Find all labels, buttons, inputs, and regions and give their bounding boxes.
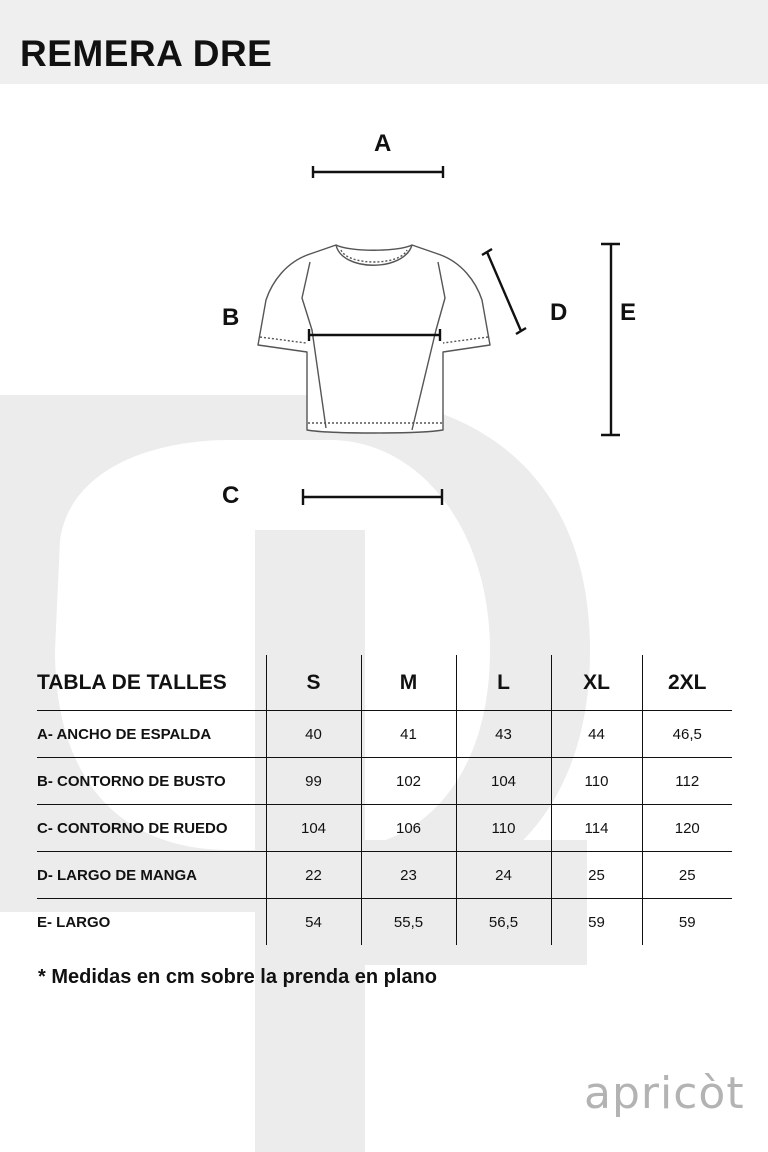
table-cell: 46,5: [642, 711, 732, 758]
table-cell: 104: [266, 805, 361, 852]
table-cell: 120: [642, 805, 732, 852]
footnote: * Medidas en cm sobre la prenda en plano: [38, 966, 437, 988]
table-cell: 56,5: [456, 899, 551, 946]
row-label: A- ANCHO DE ESPALDA: [37, 711, 266, 758]
table-cell: 112: [642, 758, 732, 805]
size-header-2xl: 2XL: [642, 655, 732, 711]
table-cell: 40: [266, 711, 361, 758]
label-b: B: [222, 304, 240, 331]
table-row: [37, 899, 732, 946]
measure-line-c: [303, 489, 442, 505]
size-header-xl: XL: [551, 655, 642, 711]
label-d: D: [550, 299, 568, 326]
row-label: B- CONTORNO DE BUSTO: [37, 758, 266, 805]
size-table: [37, 655, 732, 945]
row-label: D- LARGO DE MANGA: [37, 852, 266, 899]
tshirt-outline: [258, 245, 490, 433]
table-cell: 54: [266, 899, 361, 946]
table-cell: 59: [551, 899, 642, 946]
row-label: C- CONTORNO DE RUEDO: [37, 805, 266, 852]
size-header-s: S: [266, 655, 361, 711]
measure-line-a: [313, 166, 443, 178]
table-cell: 44: [551, 711, 642, 758]
table-cell: 25: [551, 852, 642, 899]
page-title: REMERA DRE: [20, 33, 273, 74]
table-cell: 43: [456, 711, 551, 758]
label-a: A: [374, 130, 392, 157]
table-cell: 24: [456, 852, 551, 899]
table-row: [37, 711, 732, 758]
table-cell: 114: [551, 805, 642, 852]
table-cell: 106: [361, 805, 456, 852]
table-title: TABLA DE TALLES: [37, 655, 266, 711]
size-header-m: M: [361, 655, 456, 711]
table-cell: 25: [642, 852, 732, 899]
table-row: [37, 852, 732, 899]
brand-logo: apricòt: [584, 1068, 745, 1119]
table-cell: 55,5: [361, 899, 456, 946]
table-cell: 22: [266, 852, 361, 899]
table-cell: 110: [551, 758, 642, 805]
table-header-row: [37, 655, 732, 711]
table-cell: 104: [456, 758, 551, 805]
row-label: E- LARGO: [37, 913, 111, 931]
table-cell: 102: [361, 758, 456, 805]
label-e: E: [620, 299, 637, 326]
table-cell: 110: [456, 805, 551, 852]
table-row: [37, 805, 732, 852]
size-header-l: L: [456, 655, 551, 711]
table-cell: 59: [642, 899, 732, 946]
table-row: [37, 758, 732, 805]
measure-line-e: [601, 244, 620, 435]
table-cell: 41: [361, 711, 456, 758]
table-cell: 23: [361, 852, 456, 899]
measure-line-d: [482, 249, 526, 334]
label-c: C: [222, 482, 240, 509]
table-cell: 99: [266, 758, 361, 805]
